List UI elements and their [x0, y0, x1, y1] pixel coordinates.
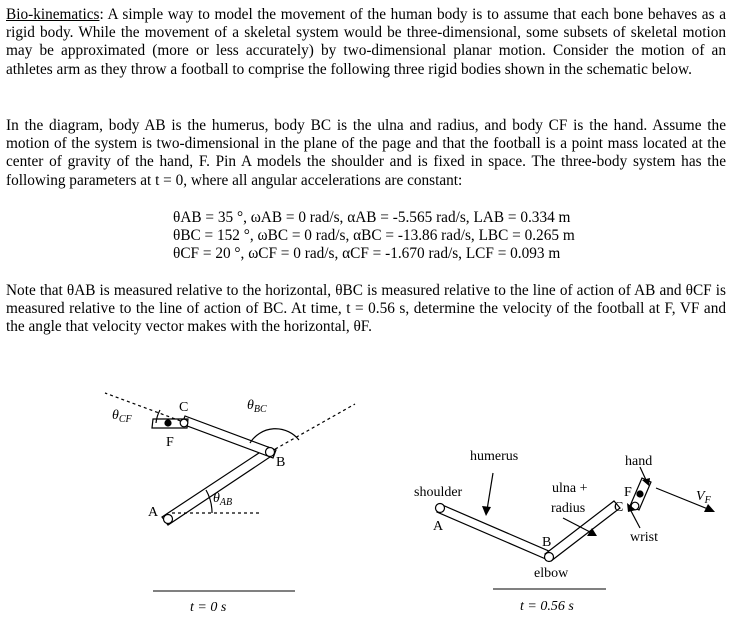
- left-angle-ab-label: $\theta_{AB}$: [213, 491, 233, 508]
- left-caption: t = 0 s: [190, 600, 227, 615]
- note-paragraph: Note that θAB is measured relative to the horizontal, θBC is measured relative to the line of action of AB and θCF is measured relative to the line of action of BC. At time, t = 0.56 s, determine the velocity of the football at F, VF and the angle that velocity vector makes with the horizontal, θF.: [6, 282, 726, 336]
- left-label-c: C: [179, 400, 189, 415]
- parameter-line-cf: θCF = 20 °, ωCF = 0 rad/s, αCF = -1.670 rad/s, LCF = 0.093 m: [173, 245, 561, 263]
- left-pin-a: [164, 515, 173, 524]
- right-humerus-label: humerus: [470, 449, 519, 464]
- right-pin-a: [436, 504, 445, 513]
- right-caption: t = 0.56 s: [520, 599, 574, 614]
- right-hand-label: hand: [625, 454, 653, 469]
- left-label-b: B: [276, 455, 286, 470]
- right-humerus-leader: [487, 473, 493, 510]
- left-pin-c: [180, 419, 188, 427]
- left-ulna-bar: [182, 416, 276, 458]
- right-pin-b: [545, 553, 554, 562]
- intro-body: : A simple way to model the movement of the human body is to assume that each bone behaves as a rigid body. While the movement of a skeletal system would be three-dimensional, some subsets of skeletal motion may be approximated (more or less accurately) by two-dimensional planar motion. Consider the motion of an athletes arm as they throw a football to comprise the following three rigid bodies shown in the schematic below.: [6, 6, 726, 78]
- right-velocity-label: $V_F$: [696, 489, 711, 506]
- right-elbow-label: elbow: [534, 566, 569, 581]
- right-point-f: [637, 491, 643, 497]
- right-humerus-arrowhead: [482, 506, 491, 516]
- left-bc-reference: [270, 404, 355, 452]
- right-arrowheads: [482, 478, 715, 536]
- right-label-c: C: [614, 500, 624, 515]
- description-paragraph: In the diagram, body AB is the humerus, body BC is the ulna and radius, and body CF is the hand. Assume the motion of the system is two-dimensional in the plane of the page and that the football is a point mass located at the center of gravity of the hand, F. Pin A models the shoulder and is fixed in space. The three-body system has the following parameters at t = 0, where all angular accelerations are constant:: [6, 117, 726, 189]
- right-ulna-label-line2: radius: [551, 501, 586, 516]
- left-angle-cf-label: $\theta_{CF}$: [112, 408, 132, 425]
- right-shoulder-label: shoulder: [414, 485, 463, 500]
- right-wrist-leader: [630, 509, 640, 528]
- parameter-line-bc: θBC = 152 °, ωBC = 0 rad/s, αBC = -13.86 rad/s, LBC = 0.265 m: [173, 227, 575, 245]
- left-angle-bc-label: $\theta_{BC}$: [247, 398, 267, 415]
- left-angle-bc-arc: [250, 429, 299, 443]
- right-label-b: B: [542, 535, 552, 550]
- right-label-a: A: [433, 519, 444, 534]
- right-label-f: F: [624, 485, 632, 500]
- parameter-line-ab: θAB = 35 °, ωAB = 0 rad/s, αAB = -5.565 rad/s, LAB = 0.334 m: [173, 209, 571, 226]
- right-ulna-label-line1: ulna +: [552, 481, 588, 496]
- left-pin-b: [266, 448, 275, 457]
- left-label-f: F: [166, 435, 174, 450]
- right-wrist-label: wrist: [630, 530, 658, 545]
- right-humerus-bar: [437, 504, 551, 560]
- left-label-a: A: [148, 505, 159, 520]
- intro-term: Bio-kinematics: [6, 6, 100, 23]
- left-point-f: [165, 420, 171, 426]
- left-diagram: [105, 393, 355, 591]
